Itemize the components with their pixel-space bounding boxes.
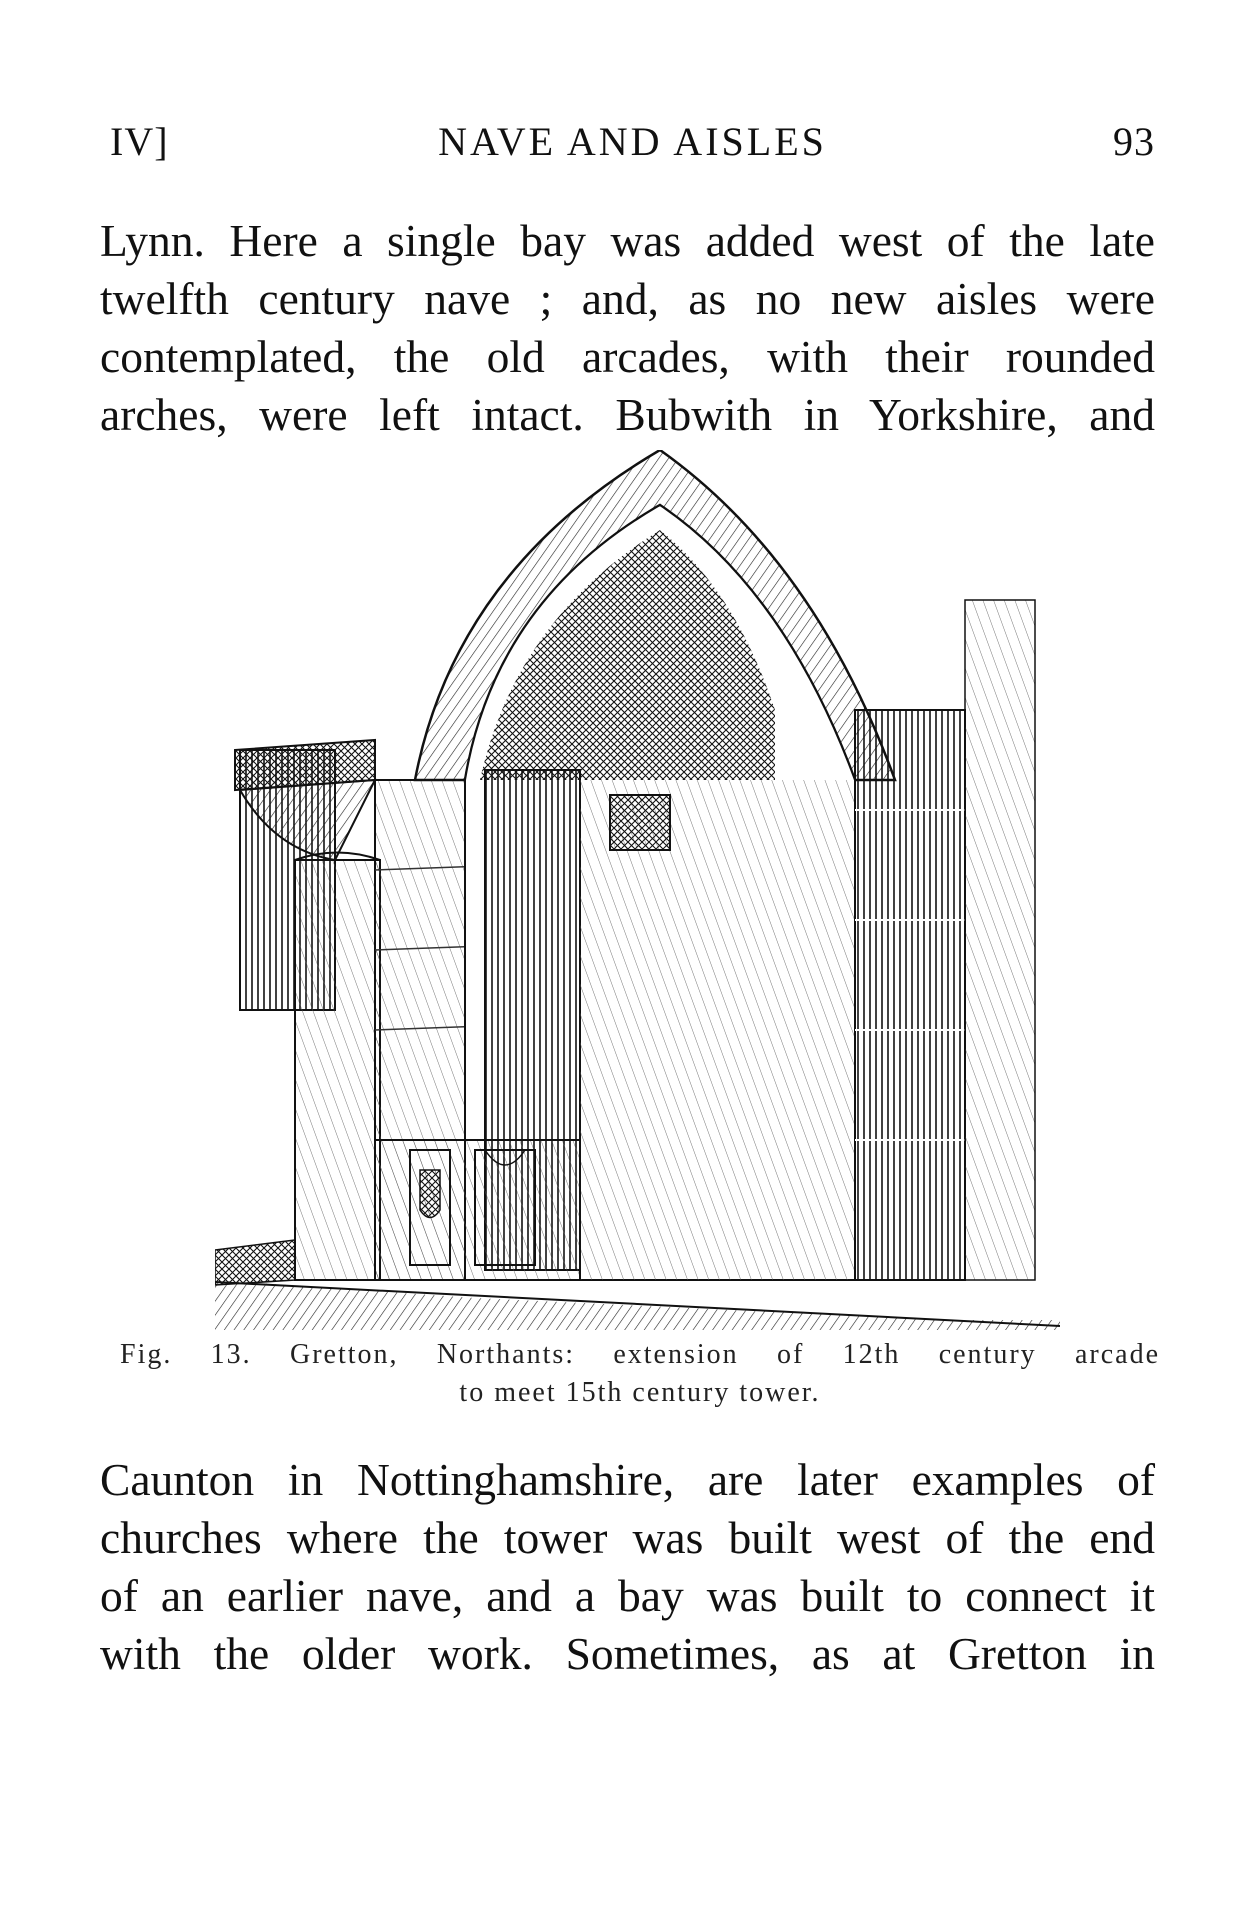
text-line: churches where the tower was built west of the end (100, 1512, 1155, 1563)
tower-wall (965, 600, 1035, 1280)
wall-plaque (610, 795, 670, 850)
round-pier (295, 860, 380, 1280)
text-line: with the older work. Sometimes, as at Gretton in (100, 1628, 1155, 1679)
arch-drawing-svg (215, 450, 1060, 1330)
running-header (110, 118, 1155, 178)
panelled-base (375, 1140, 580, 1280)
text-line: Lynn. Here a single bay was added west of the late (100, 215, 1155, 266)
shield-carving (420, 1170, 440, 1218)
text-line: Caunton in Nottinghamshire, are later examples of (100, 1454, 1155, 1505)
text-line: arches, were left intact. Bubwith in Yorkshire, and (100, 389, 1155, 440)
text-line: twelfth century nave ; and, as no new aisles were (100, 273, 1155, 324)
left-plinth (215, 1240, 295, 1285)
text-line: contemplated, the old arcades, with their rounded (100, 331, 1155, 382)
figure-caption (120, 1336, 1160, 1412)
caption-line: to meet 15th century tower. (459, 1377, 821, 1408)
paragraph-bottom (100, 1451, 1155, 1683)
arcade-illustration (215, 450, 1060, 1330)
chapter-marker: IV] (110, 119, 169, 164)
text-line: of an earlier nave, and a bay was built to connect it (100, 1570, 1155, 1621)
running-title: NAVE AND AISLES (438, 119, 827, 164)
caption-line: Fig. 13. Gretton, Northants: extension of 12th century arcade (120, 1339, 1160, 1370)
right-pier (855, 710, 965, 1280)
page-number: 93 (1113, 119, 1155, 164)
paragraph-top (100, 212, 1155, 444)
